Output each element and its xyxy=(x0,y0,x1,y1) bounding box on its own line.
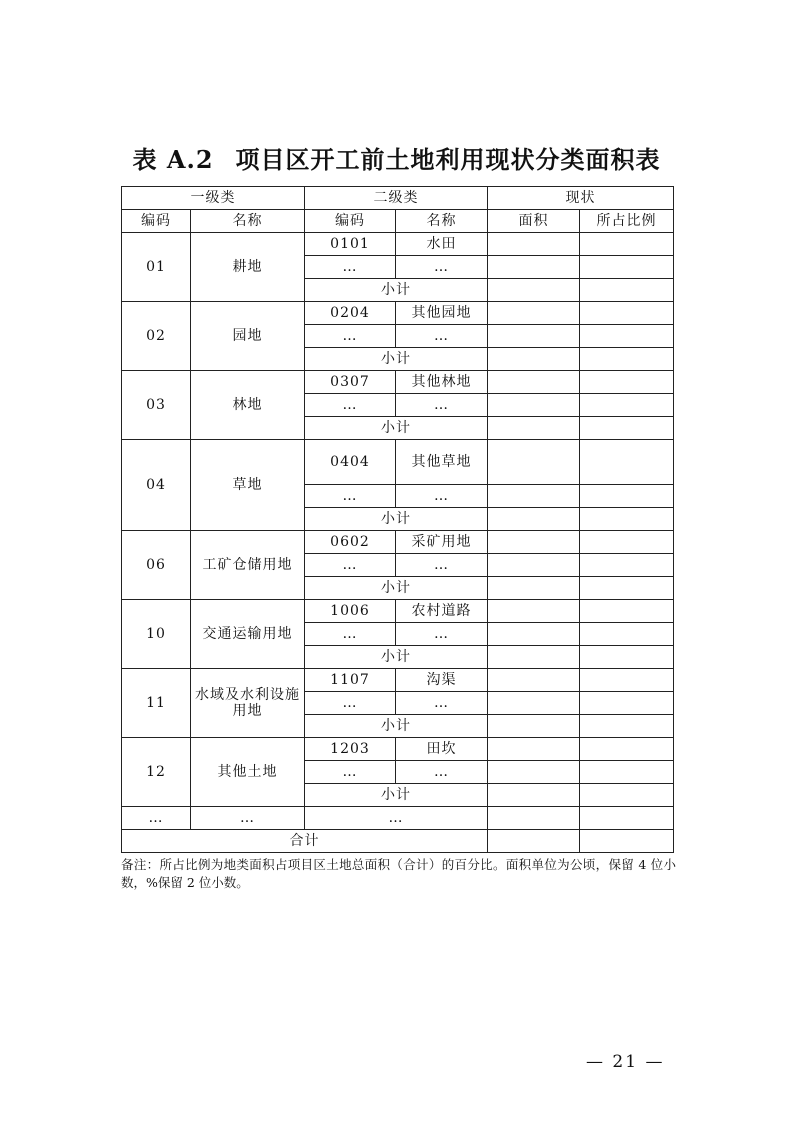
level1-name: 水域及水利设施用地 xyxy=(191,669,305,738)
level1-name: 其他土地 xyxy=(191,738,305,807)
area-cell xyxy=(488,233,580,256)
status-header: 现状 xyxy=(488,187,674,210)
ellipsis-row xyxy=(122,807,674,830)
level2-code: 1107 xyxy=(305,669,396,692)
ratio-cell xyxy=(580,417,674,440)
area-cell xyxy=(488,577,580,600)
page-title xyxy=(0,140,793,175)
level2-code-header: 编码 xyxy=(305,210,396,233)
level2-name-ellipsis: … xyxy=(396,692,488,715)
level1-code: 03 xyxy=(122,371,191,440)
ratio-cell xyxy=(580,233,674,256)
level1-code: 10 xyxy=(122,600,191,669)
level2-name: 其他园地 xyxy=(396,302,488,325)
ratio-cell xyxy=(580,623,674,646)
level2-name-ellipsis: … xyxy=(396,394,488,417)
area-cell xyxy=(488,279,580,302)
area-cell xyxy=(488,440,580,485)
area-cell xyxy=(488,784,580,807)
level2-code-ellipsis: … xyxy=(305,554,396,577)
level1-name-header: 名称 xyxy=(191,210,305,233)
level1-code: 02 xyxy=(122,302,191,371)
area-cell xyxy=(488,325,580,348)
level2-name: 其他林地 xyxy=(396,371,488,394)
table-number: 表 A.2 xyxy=(132,145,214,174)
ratio-cell xyxy=(580,600,674,623)
ratio-cell xyxy=(580,761,674,784)
level2-name: 沟渠 xyxy=(396,669,488,692)
subtotal-label: 小计 xyxy=(305,715,488,738)
level2-name: 田坎 xyxy=(396,738,488,761)
header-row-1 xyxy=(122,187,674,210)
level1-name: 园地 xyxy=(191,302,305,371)
ratio-cell xyxy=(580,371,674,394)
ratio-cell xyxy=(580,302,674,325)
area-cell xyxy=(488,807,580,830)
ratio-cell xyxy=(580,485,674,508)
land-use-table xyxy=(121,186,674,853)
area-cell xyxy=(488,600,580,623)
total-label: 合计 xyxy=(122,830,488,853)
land-class-row xyxy=(122,302,674,325)
area-cell xyxy=(488,715,580,738)
level2-name-ellipsis: … xyxy=(396,256,488,279)
level2-name: 其他草地 xyxy=(396,440,488,485)
level2-code: 0101 xyxy=(305,233,396,256)
subtotal-label: 小计 xyxy=(305,508,488,531)
area-cell xyxy=(488,531,580,554)
level1-name: 交通运输用地 xyxy=(191,600,305,669)
level2-code-ellipsis: … xyxy=(305,761,396,784)
level2-name-ellipsis: … xyxy=(396,554,488,577)
area-cell xyxy=(488,371,580,394)
level2-name-ellipsis: … xyxy=(396,761,488,784)
ratio-header: 所占比例 xyxy=(580,210,674,233)
level2-name: 水田 xyxy=(396,233,488,256)
page-number: — 21 — xyxy=(586,1052,665,1072)
level2-code: 1006 xyxy=(305,600,396,623)
level1-code: 11 xyxy=(122,669,191,738)
level2-code-ellipsis: … xyxy=(305,485,396,508)
ratio-cell xyxy=(580,531,674,554)
area-cell xyxy=(488,394,580,417)
area-header: 面积 xyxy=(488,210,580,233)
level2-ellipsis: … xyxy=(305,807,488,830)
ratio-cell xyxy=(580,807,674,830)
ratio-cell xyxy=(580,508,674,531)
area-cell xyxy=(488,417,580,440)
level1-header: 一级类 xyxy=(122,187,305,210)
level2-name: 农村道路 xyxy=(396,600,488,623)
ratio-cell xyxy=(580,715,674,738)
land-class-row xyxy=(122,233,674,256)
ratio-cell xyxy=(580,394,674,417)
land-class-row xyxy=(122,440,674,485)
level1-name: 工矿仓储用地 xyxy=(191,531,305,600)
level2-name: 采矿用地 xyxy=(396,531,488,554)
table-note: 备注：所占比例为地类面积占项目区土地总面积（合计）的百分比。面积单位为公顷，保留 4 位小数，%保留 2 位小数。 xyxy=(121,857,676,890)
area-cell xyxy=(488,554,580,577)
level2-name-ellipsis: … xyxy=(396,485,488,508)
table-title: 项目区开工前土地利用现状分类面积表 xyxy=(235,145,661,174)
level2-header: 二级类 xyxy=(305,187,488,210)
level2-name-ellipsis: … xyxy=(396,325,488,348)
level2-code-ellipsis: … xyxy=(305,394,396,417)
ratio-cell xyxy=(580,256,674,279)
level2-code: 0602 xyxy=(305,531,396,554)
area-cell xyxy=(488,302,580,325)
subtotal-label: 小计 xyxy=(305,784,488,807)
area-cell xyxy=(488,669,580,692)
land-class-row xyxy=(122,600,674,623)
ratio-cell xyxy=(580,577,674,600)
level2-code: 0404 xyxy=(305,440,396,485)
land-class-row xyxy=(122,531,674,554)
level1-code: 04 xyxy=(122,440,191,531)
level2-code-ellipsis: … xyxy=(305,256,396,279)
ratio-cell xyxy=(580,669,674,692)
ratio-cell xyxy=(580,348,674,371)
level2-name-ellipsis: … xyxy=(396,623,488,646)
ratio-cell xyxy=(580,325,674,348)
ratio-cell xyxy=(580,554,674,577)
header-row-2 xyxy=(122,210,674,233)
level2-code-ellipsis: … xyxy=(305,325,396,348)
level1-code: 01 xyxy=(122,233,191,302)
level1-name: 耕地 xyxy=(191,233,305,302)
ratio-cell xyxy=(580,692,674,715)
level1-code: 12 xyxy=(122,738,191,807)
area-cell xyxy=(488,508,580,531)
area-cell xyxy=(488,348,580,371)
level1-code-ellipsis: … xyxy=(122,807,191,830)
area-cell xyxy=(488,830,580,853)
level2-name-header: 名称 xyxy=(396,210,488,233)
level1-name: 草地 xyxy=(191,440,305,531)
ratio-cell xyxy=(580,738,674,761)
land-class-row xyxy=(122,371,674,394)
land-class-row xyxy=(122,738,674,761)
subtotal-label: 小计 xyxy=(305,348,488,371)
subtotal-label: 小计 xyxy=(305,279,488,302)
level1-name-ellipsis: … xyxy=(191,807,305,830)
ratio-cell xyxy=(580,646,674,669)
ratio-cell xyxy=(580,830,674,853)
area-cell xyxy=(488,738,580,761)
area-cell xyxy=(488,256,580,279)
subtotal-label: 小计 xyxy=(305,577,488,600)
level1-code-header: 编码 xyxy=(122,210,191,233)
area-cell xyxy=(488,485,580,508)
area-cell xyxy=(488,692,580,715)
level2-code-ellipsis: … xyxy=(305,623,396,646)
level2-code-ellipsis: … xyxy=(305,692,396,715)
total-row xyxy=(122,830,674,853)
area-cell xyxy=(488,623,580,646)
level2-code: 0204 xyxy=(305,302,396,325)
level1-code: 06 xyxy=(122,531,191,600)
ratio-cell xyxy=(580,784,674,807)
subtotal-label: 小计 xyxy=(305,417,488,440)
subtotal-label: 小计 xyxy=(305,646,488,669)
level2-code: 1203 xyxy=(305,738,396,761)
area-cell xyxy=(488,761,580,784)
level1-name: 林地 xyxy=(191,371,305,440)
area-cell xyxy=(488,646,580,669)
land-class-row xyxy=(122,669,674,692)
level2-code: 0307 xyxy=(305,371,396,394)
ratio-cell xyxy=(580,279,674,302)
ratio-cell xyxy=(580,440,674,485)
